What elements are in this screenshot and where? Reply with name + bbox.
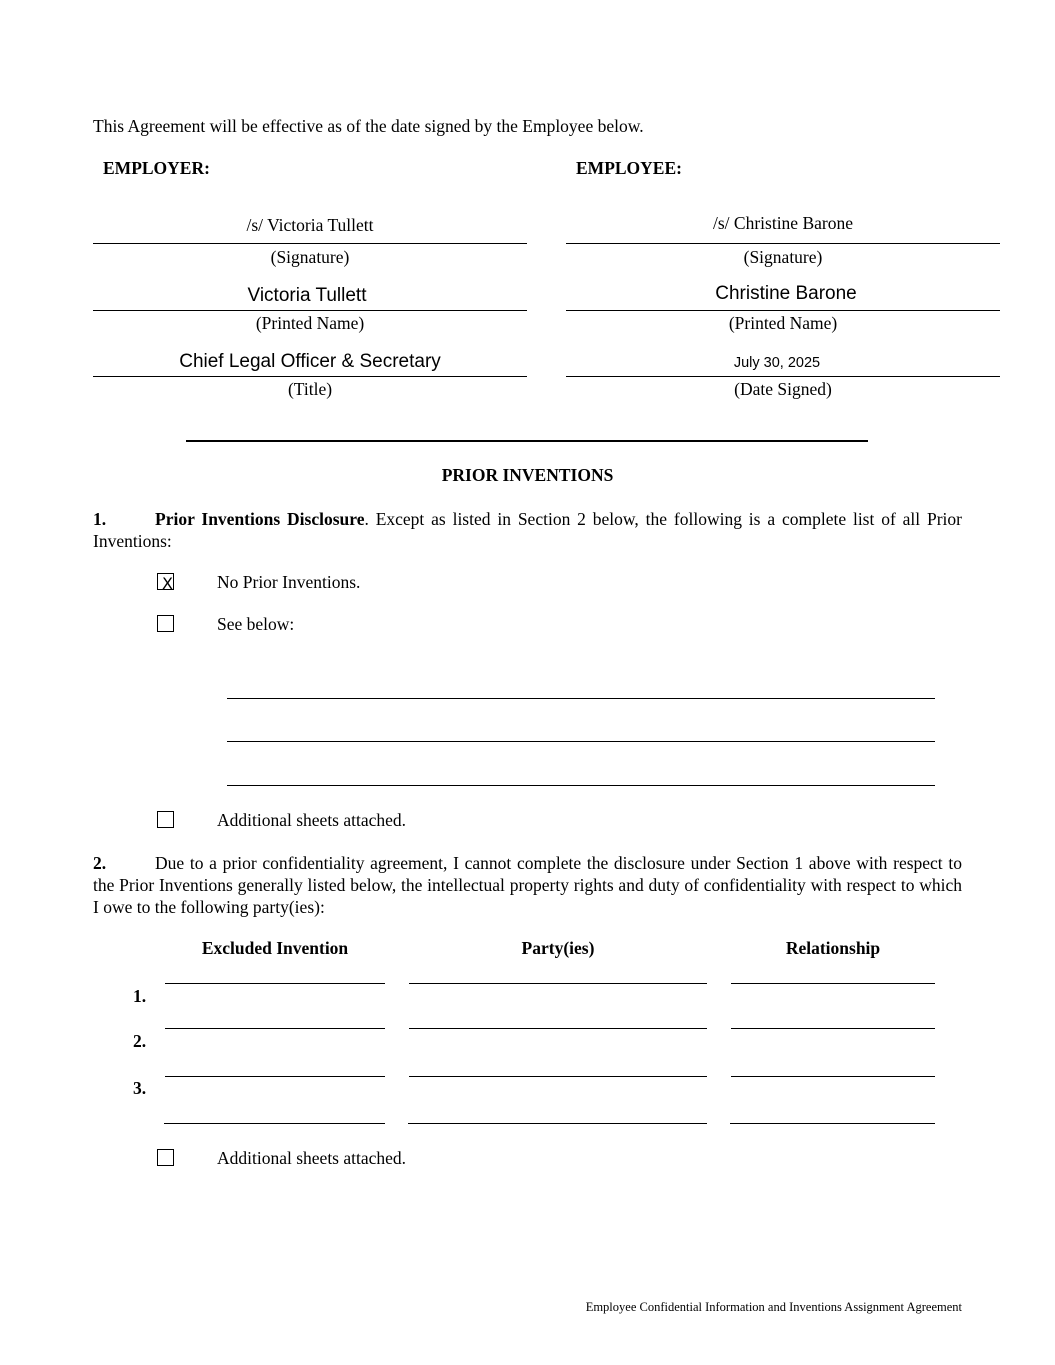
prior-inventions-heading: PRIOR INVENTIONS bbox=[441, 465, 614, 485]
checkbox-x-mark: X bbox=[162, 574, 173, 593]
column-header-excluded-invention: Excluded Invention bbox=[201, 938, 349, 958]
employee-signature-caption: (Signature) bbox=[743, 247, 823, 267]
employee-printed-name: Christine Barone bbox=[715, 283, 857, 304]
no-prior-inventions-checkbox[interactable] bbox=[157, 573, 174, 593]
employee-heading: EMPLOYEE: bbox=[576, 158, 682, 178]
employer-printed-name: Victoria Tullett bbox=[247, 285, 367, 306]
employee-date-caption: (Date Signed) bbox=[734, 379, 832, 399]
employee-printed-name-caption: (Printed Name) bbox=[728, 313, 838, 333]
no-prior-inventions-label: No Prior Inventions. bbox=[217, 572, 361, 592]
employee-signature-line bbox=[566, 243, 1000, 244]
table-line[interactable] bbox=[165, 983, 385, 984]
see-below-label: See below: bbox=[217, 614, 295, 634]
employer-heading: EMPLOYER: bbox=[103, 158, 210, 178]
intro-text: This Agreement will be effective as of the date signed by the Employee below. bbox=[93, 116, 644, 136]
section-divider bbox=[186, 440, 868, 442]
employee-date-line bbox=[566, 376, 1000, 377]
additional-sheets-checkbox-2[interactable] bbox=[157, 1149, 174, 1166]
additional-sheets-label-2: Additional sheets attached. bbox=[217, 1148, 407, 1168]
employer-printed-name-caption: (Printed Name) bbox=[255, 313, 365, 333]
employee-signature: /s/ Christine Barone bbox=[713, 213, 853, 233]
page-footer: Employee Confidential Information and Inventions Assignment Agreement bbox=[585, 1300, 962, 1314]
table-line[interactable] bbox=[731, 1076, 935, 1077]
table-line[interactable] bbox=[165, 1028, 385, 1029]
employer-title: Chief Legal Officer & Secretary bbox=[179, 351, 441, 372]
table-line[interactable] bbox=[409, 1076, 707, 1077]
employer-printed-name-line bbox=[93, 310, 527, 311]
employee-date-signed: July 30, 2025 bbox=[733, 355, 821, 371]
section1-title: Prior Inventions Disclosure bbox=[155, 509, 365, 529]
section2-text: Due to a prior confidentiality agreement, I cannot complete the disclosure under Section 1 above with respect to the Prior Inventions generally listed below, the intellectual property rights and duty of confidentiality with respect to which I owe to the following party(ies): bbox=[93, 853, 962, 917]
table-line[interactable] bbox=[165, 1076, 385, 1077]
column-header-relationship: Relationship bbox=[785, 938, 881, 958]
employer-signature: /s/ Victoria Tullett bbox=[246, 215, 374, 235]
disclosure-line-2[interactable] bbox=[227, 741, 935, 742]
employer-title-caption: (Title) bbox=[287, 379, 333, 399]
table-line[interactable] bbox=[730, 1123, 935, 1124]
section1-text: . Except as listed in Section 2 below, the following is a complete list of all Prior Inventions: bbox=[93, 509, 962, 551]
table-line[interactable] bbox=[409, 1028, 707, 1029]
see-below-checkbox[interactable] bbox=[157, 615, 174, 632]
table-line[interactable] bbox=[731, 983, 935, 984]
employer-signature-caption: (Signature) bbox=[270, 247, 350, 267]
employer-title-line bbox=[93, 376, 527, 377]
employee-printed-name-line bbox=[566, 310, 1000, 311]
additional-sheets-checkbox-1[interactable] bbox=[157, 811, 174, 828]
table-row-number-3: 3. bbox=[133, 1078, 147, 1098]
section1-number: 1. bbox=[93, 509, 107, 529]
table-line[interactable] bbox=[409, 983, 707, 984]
additional-sheets-label-1: Additional sheets attached. bbox=[217, 810, 407, 830]
disclosure-line-3[interactable] bbox=[227, 785, 935, 786]
table-row-number-2: 2. bbox=[133, 1031, 147, 1051]
employer-signature-line bbox=[93, 243, 527, 244]
section1-paragraph bbox=[93, 508, 962, 552]
section2-paragraph bbox=[93, 852, 962, 918]
table-row-number-1: 1. bbox=[133, 986, 147, 1006]
table-line[interactable] bbox=[408, 1123, 707, 1124]
section2-number: 2. bbox=[93, 853, 107, 873]
column-header-parties: Party(ies) bbox=[521, 938, 595, 958]
disclosure-line-1[interactable] bbox=[227, 698, 935, 699]
table-line[interactable] bbox=[731, 1028, 935, 1029]
table-line[interactable] bbox=[164, 1123, 385, 1124]
